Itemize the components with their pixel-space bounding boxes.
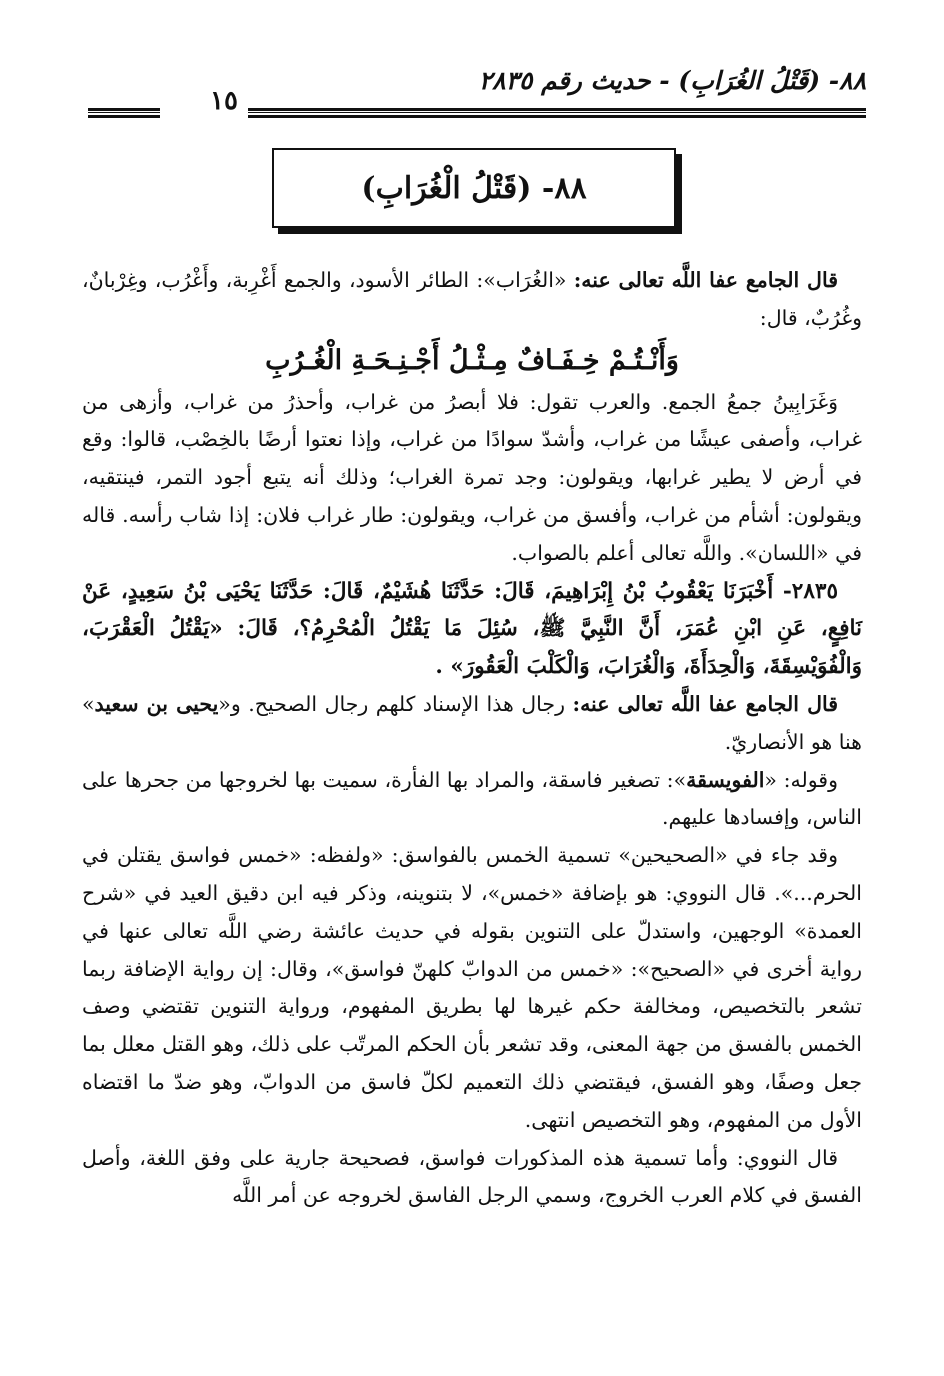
- author-lead: قال الجامع عفا اللَّه تعالى عنه:: [572, 691, 839, 716]
- hadith-end: .: [435, 654, 451, 680]
- chapter-title: ٨٨- (قَتْلُ الْغُرَابِ): [361, 170, 587, 206]
- chapter-title-box: [272, 148, 676, 228]
- paragraph-text: » هنا هو الأنصاريّ.: [82, 691, 862, 754]
- header-rule: [248, 108, 866, 118]
- page-number: ١٥: [210, 86, 238, 116]
- paragraph-fuwaysiqa: [82, 762, 862, 838]
- paragraph-text: »: تصغير فاسقة، والمراد بها الفأرة، سميت بها لخروجها من جحرها على الناس، وإفسادها عليهم.: [82, 767, 862, 830]
- running-title: ٨٨- (قَتْلُ الغُرَابِ) - حديث رقم ٢٨٣٥: [478, 66, 866, 95]
- paragraph-nawawi: قال النووي: وأما تسمية هذه المذكورات فواسق، فصحيحة جارية على وفق اللغة، وأصل الفسق في كلام العرب الخروج، وسمي الرجل الفاسق لخروجه عن أمر اللَّه: [82, 1145, 862, 1208]
- hadith-text: [82, 573, 862, 686]
- poetry-verse: وَأَنْـتُـمْ خِـفَـافٌ مِـثْـلُ أَجْـنِـحَـةِ الْغُـرُبِ: [265, 344, 679, 376]
- paragraph-plurals: وَغَرَابِينُ جمعُ الجمع. والعرب تقول: فلا أبصرُ من غراب، وأحذرُ من غراب، وأزهى من غراب، وأصفى عيشًا من غراب، وأشدّ سوادًا من غراب، وإذا نعتوا أرضًا بالخِصْب، قالوا: وقع في أرض لا يطير غرابها، ويقولون: وجد تمرة الغراب؛ وذلك أنه يتبع أجود التمر، فينتقيه، ويقولون: أشأم من غراب، وأفسق من غراب، ويقولون: طار غراب فلان: إذا شاب رأسه. قاله في «اللسان». واللَّه تعالى أعلم بالصواب.: [82, 389, 862, 565]
- paragraph-text: «الغُرَاب»: الطائر الأسود، والجمع أَغْرِبة، وأَغْرُب، وغِرْبانٌ، وغُرُبٌ، قال:: [82, 268, 862, 330]
- paragraph-text: رجال هذا الإسناد كلهم رجال الصحيح. و«: [218, 691, 573, 716]
- header-rule-short: [88, 108, 160, 118]
- author-lead: قال الجامع عفا اللَّه تعالى عنه:: [573, 268, 838, 292]
- term-fuwaysiqa: الفويسقة: [686, 767, 765, 792]
- narrator-name: يحيى بن سعيد: [94, 691, 219, 716]
- page-body: [82, 262, 862, 1215]
- hadith-number: ٢٨٣٥-: [782, 578, 838, 604]
- paragraph-intro: [82, 262, 862, 338]
- paragraph-text: وقوله: «: [764, 767, 838, 792]
- running-header: [78, 66, 866, 116]
- paragraph-sahihayn: وقد جاء في «الصحيحين» تسمية الخمس بالفواسق: «ولفظه: «خمس فواسق يقتلن في الحرم...». قال النووي: هو بإضافة «خمس»، لا بتنوينه، وذكر فيه ابن دقيق العيد في «شرح العمدة» الوجهين، واستدلّ على التنوين بقوله في حديث عائشة رضي اللَّه تعالى عنها في رواية أخرى في «الصحيح»: «خمس من الدوابّ كلهنّ فواسق»، وقال: إن رواية الإضافة ربما تشعر بالتخصيص، ومخالفة حكم غيرها لها بطريق المفهوم، ورواية التنوين تقتضي وصف الخمس بالفسق من جهة المعنى، وقد تشعر بأن الحكم المرتّب على ذلك، وهو القتل معلل بما جعل وصفًا، وهو الفسق، فيقتضي ذلك التعميم لكلّ فاسق من الدوابّ، وهو ضدّ ما اقتضاه الأول من المفهوم، وهو التخصيص انتهى.: [82, 843, 862, 1132]
- paragraph-isnad: [82, 686, 862, 762]
- hadith-body: أَخْبَرَنَا يَعْقُوبُ بْنُ إِبْرَاهِيمَ، قَالَ: حَدَّثَنَا هُشَيْمٌ، قَالَ: حَدَّثَنَا يَحْيَى بْنُ سَعِيدٍ، عَنْ نَافِعٍ، عَنِ ابْنِ عُمَرَ، أَنَّ النَّبِيَّ ﷺ، سُئِلَ مَا يَقْتُلُ الْمُحْرِمُ؟، قَالَ: «يَقْتُلُ الْعَقْرَبَ، وَالْفُوَيْسِقَةَ، وَالْحِدَأَةَ، وَالْغُرَابَ، وَالْكَلْبَ الْعَقُورَ»: [82, 578, 862, 680]
